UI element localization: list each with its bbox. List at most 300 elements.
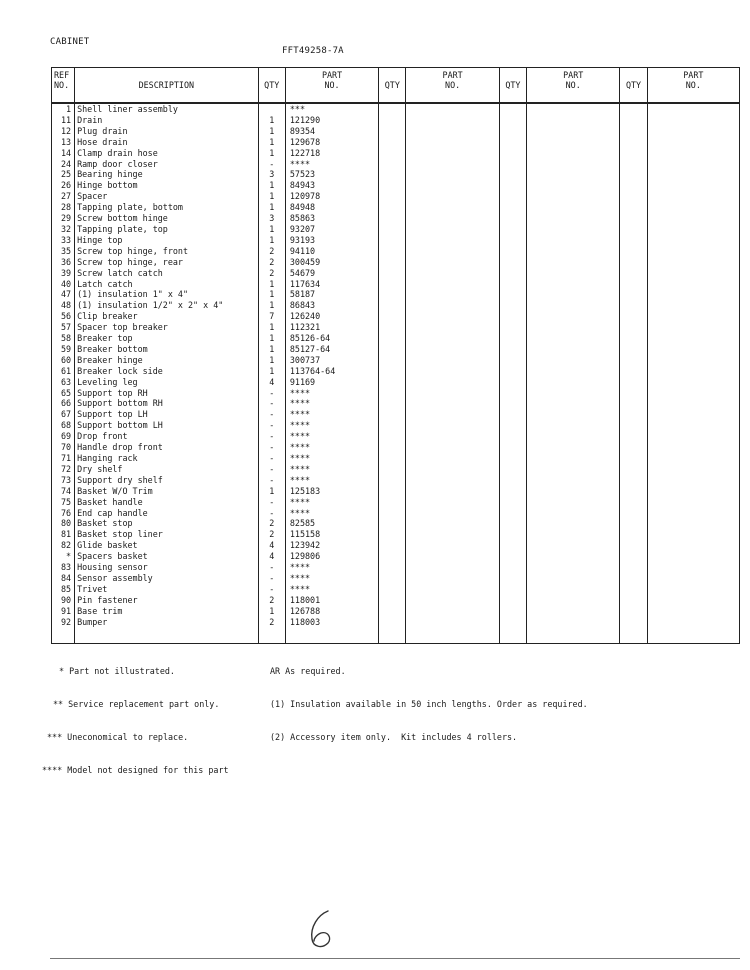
part-no-cell bbox=[527, 268, 620, 279]
qty-cell bbox=[379, 584, 406, 595]
ref-no-cell: 80 bbox=[52, 518, 75, 529]
part-no-cell bbox=[527, 355, 620, 366]
ref-no-cell: 70 bbox=[52, 442, 75, 453]
ref-no-cell: 36 bbox=[52, 257, 75, 268]
description-header: DESCRIPTION bbox=[75, 68, 259, 104]
part-no-cell bbox=[647, 169, 739, 180]
qty-cell bbox=[620, 300, 647, 311]
table-row bbox=[52, 333, 740, 344]
part-no-cell bbox=[647, 551, 739, 562]
description-cell: Hinge top bbox=[75, 235, 259, 246]
description-cell: Breaker bottom bbox=[75, 344, 259, 355]
part-no-cell: 91169 bbox=[285, 377, 378, 388]
qty-cell bbox=[620, 398, 647, 409]
qty-cell bbox=[499, 169, 526, 180]
qty-cell bbox=[379, 180, 406, 191]
part-no-cell bbox=[406, 388, 499, 399]
qty-cell: - bbox=[258, 388, 285, 399]
description-cell: Screw bottom hinge bbox=[75, 213, 259, 224]
part-no-cell bbox=[647, 257, 739, 268]
qty-cell bbox=[379, 573, 406, 584]
ref-no-cell: 61 bbox=[52, 366, 75, 377]
part-no-cell bbox=[527, 137, 620, 148]
part-no-cell bbox=[406, 224, 499, 235]
part-no-cell bbox=[647, 224, 739, 235]
qty-cell bbox=[379, 246, 406, 257]
table-row bbox=[52, 431, 740, 442]
footnote: **** Model not designed for this part bbox=[42, 765, 229, 775]
ref-no-cell: 39 bbox=[52, 268, 75, 279]
qty-cell bbox=[499, 398, 526, 409]
ref-no-cell: 1 bbox=[52, 103, 75, 115]
part-no-cell: 129806 bbox=[285, 551, 378, 562]
empty-cell bbox=[499, 628, 526, 644]
ref-no-cell: 47 bbox=[52, 289, 75, 300]
ref-no-cell: 48 bbox=[52, 300, 75, 311]
qty-cell bbox=[620, 464, 647, 475]
description-cell: Tapping plate, top bbox=[75, 224, 259, 235]
ref-no-cell: 57 bbox=[52, 322, 75, 333]
qty-cell bbox=[379, 508, 406, 519]
part-no-cell: 113764-64 bbox=[285, 366, 378, 377]
ref-no-cell: 12 bbox=[52, 126, 75, 137]
part-no-cell bbox=[527, 562, 620, 573]
ref-no-cell: 25 bbox=[52, 169, 75, 180]
parts-table bbox=[51, 67, 740, 644]
part-no-cell bbox=[527, 257, 620, 268]
table-row bbox=[52, 180, 740, 191]
qty-cell bbox=[620, 584, 647, 595]
part-no-cell bbox=[527, 584, 620, 595]
part-no-cell bbox=[647, 431, 739, 442]
empty-cell bbox=[620, 628, 647, 644]
qty-cell bbox=[379, 409, 406, 420]
description-cell: Tapping plate, bottom bbox=[75, 202, 259, 213]
qty-cell bbox=[620, 486, 647, 497]
part-no-cell bbox=[406, 464, 499, 475]
ref-no-cell: 73 bbox=[52, 475, 75, 486]
qty-cell: 1 bbox=[258, 606, 285, 617]
part-no-cell bbox=[647, 235, 739, 246]
qty-cell: - bbox=[258, 442, 285, 453]
ref-no-cell: 91 bbox=[52, 606, 75, 617]
description-cell: Bearing hinge bbox=[75, 169, 259, 180]
part-no-cell bbox=[406, 322, 499, 333]
qty-cell bbox=[379, 224, 406, 235]
qty-cell: 1 bbox=[258, 126, 285, 137]
part-no-cell: 85126-64 bbox=[285, 333, 378, 344]
table-row bbox=[52, 377, 740, 388]
part-no-cell bbox=[527, 518, 620, 529]
qty-cell bbox=[620, 388, 647, 399]
qty-cell bbox=[620, 322, 647, 333]
ref-no-cell: 92 bbox=[52, 617, 75, 628]
qty-cell bbox=[379, 169, 406, 180]
qty-cell bbox=[379, 311, 406, 322]
part-no-cell: **** bbox=[285, 497, 378, 508]
description-cell: Ramp door closer bbox=[75, 159, 259, 170]
qty-cell bbox=[379, 442, 406, 453]
part-no-cell bbox=[527, 497, 620, 508]
part-no-cell bbox=[527, 115, 620, 126]
part-no-cell bbox=[527, 311, 620, 322]
qty-cell: 1 bbox=[258, 224, 285, 235]
part-no-cell bbox=[527, 606, 620, 617]
qty-cell bbox=[499, 551, 526, 562]
part-no-cell: 300737 bbox=[285, 355, 378, 366]
qty-cell bbox=[499, 103, 526, 115]
table-row bbox=[52, 453, 740, 464]
part-no-cell: 118003 bbox=[285, 617, 378, 628]
part-no-cell bbox=[527, 453, 620, 464]
qty-cell bbox=[499, 518, 526, 529]
part-no-cell bbox=[647, 333, 739, 344]
part-no-cell bbox=[647, 180, 739, 191]
description-cell: Breaker hinge bbox=[75, 355, 259, 366]
qty-cell bbox=[499, 508, 526, 519]
part-no-cell bbox=[406, 409, 499, 420]
qty-cell bbox=[620, 355, 647, 366]
qty-cell bbox=[499, 235, 526, 246]
part-no-cell bbox=[527, 191, 620, 202]
part-no-cell bbox=[647, 497, 739, 508]
part-no-cell bbox=[527, 508, 620, 519]
part-no-cell bbox=[647, 366, 739, 377]
ref-no-cell: 74 bbox=[52, 486, 75, 497]
qty-cell: 2 bbox=[258, 529, 285, 540]
qty-cell bbox=[620, 420, 647, 431]
table-row bbox=[52, 311, 740, 322]
part-no-cell bbox=[647, 540, 739, 551]
qty-cell bbox=[620, 268, 647, 279]
qty-cell bbox=[620, 409, 647, 420]
table-row bbox=[52, 246, 740, 257]
ref-no-cell: * bbox=[52, 551, 75, 562]
part-no-cell: 126240 bbox=[285, 311, 378, 322]
part-no-cell bbox=[406, 344, 499, 355]
qty-cell bbox=[620, 518, 647, 529]
ref-no-cell: 81 bbox=[52, 529, 75, 540]
qty-cell bbox=[620, 103, 647, 115]
part-no-cell bbox=[406, 529, 499, 540]
part-no-cell bbox=[647, 388, 739, 399]
qty-cell bbox=[379, 388, 406, 399]
part-no-cell bbox=[406, 562, 499, 573]
qty-cell: 1 bbox=[258, 289, 285, 300]
part-no-cell bbox=[527, 595, 620, 606]
part-no-cell: 86843 bbox=[285, 300, 378, 311]
table-row bbox=[52, 103, 740, 115]
qty-cell bbox=[620, 159, 647, 170]
ref-no-cell: 29 bbox=[52, 213, 75, 224]
ref-no-cell: 33 bbox=[52, 235, 75, 246]
description-cell: Support bottom LH bbox=[75, 420, 259, 431]
part-no-cell bbox=[647, 289, 739, 300]
table-row bbox=[52, 464, 740, 475]
description-cell: Drain bbox=[75, 115, 259, 126]
part-no-cell bbox=[527, 180, 620, 191]
ref-no-cell: 32 bbox=[52, 224, 75, 235]
part-no-cell bbox=[406, 366, 499, 377]
qty-cell bbox=[620, 595, 647, 606]
part-no-cell bbox=[647, 344, 739, 355]
part-no-cell: **** bbox=[285, 584, 378, 595]
part-no-cell: **** bbox=[285, 508, 378, 519]
description-cell: Handle drop front bbox=[75, 442, 259, 453]
qty-cell bbox=[499, 115, 526, 126]
qty-cell bbox=[379, 148, 406, 159]
ref-no-cell: 24 bbox=[52, 159, 75, 170]
description-cell: Housing sensor bbox=[75, 562, 259, 573]
qty-cell bbox=[620, 148, 647, 159]
part-no-cell bbox=[647, 268, 739, 279]
part-no-cell: 122718 bbox=[285, 148, 378, 159]
qty-cell bbox=[620, 311, 647, 322]
qty-cell bbox=[620, 213, 647, 224]
part-no-cell bbox=[406, 475, 499, 486]
qty-cell bbox=[499, 224, 526, 235]
qty-cell bbox=[499, 497, 526, 508]
table-row bbox=[52, 606, 740, 617]
part-no-cell bbox=[527, 103, 620, 115]
qty-cell bbox=[379, 377, 406, 388]
part-no-cell: **** bbox=[285, 159, 378, 170]
ref-no-cell: 27 bbox=[52, 191, 75, 202]
table-row bbox=[52, 137, 740, 148]
qty-cell bbox=[499, 409, 526, 420]
part-no-cell bbox=[527, 322, 620, 333]
qty-cell bbox=[379, 606, 406, 617]
table-row bbox=[52, 115, 740, 126]
part-no-cell bbox=[406, 584, 499, 595]
description-cell: Hanging rack bbox=[75, 453, 259, 464]
description-cell: Support top LH bbox=[75, 409, 259, 420]
bottom-rule bbox=[50, 958, 740, 959]
qty-cell bbox=[620, 180, 647, 191]
qty-cell: 1 bbox=[258, 300, 285, 311]
qty-cell bbox=[499, 126, 526, 137]
part-no-cell bbox=[406, 279, 499, 290]
part-no-cell bbox=[406, 148, 499, 159]
qty-cell: 1 bbox=[258, 366, 285, 377]
description-cell: Trivet bbox=[75, 584, 259, 595]
description-cell: Basket handle bbox=[75, 497, 259, 508]
qty-cell bbox=[499, 137, 526, 148]
qty-cell bbox=[499, 311, 526, 322]
qty-cell bbox=[499, 595, 526, 606]
part-no-cell: **** bbox=[285, 442, 378, 453]
part-no-cell: 121290 bbox=[285, 115, 378, 126]
part-no-cell: 58187 bbox=[285, 289, 378, 300]
footnote: * Part not illustrated. bbox=[59, 666, 175, 676]
part-no-cell bbox=[647, 191, 739, 202]
part-no-cell bbox=[527, 333, 620, 344]
part-no-cell bbox=[647, 322, 739, 333]
part-no-cell: 120978 bbox=[285, 191, 378, 202]
table-row bbox=[52, 442, 740, 453]
qty-cell bbox=[620, 137, 647, 148]
description-cell: Pin fastener bbox=[75, 595, 259, 606]
footnote: (1) Insulation available in 50 inch lengths. Order as required. bbox=[270, 699, 588, 709]
part-no-cell: 115158 bbox=[285, 529, 378, 540]
part-no-cell: 84943 bbox=[285, 180, 378, 191]
qty-cell bbox=[379, 551, 406, 562]
table-row bbox=[52, 420, 740, 431]
ref-no-cell: 72 bbox=[52, 464, 75, 475]
description-cell: Shell liner assembly bbox=[75, 103, 259, 115]
part-no-cell bbox=[527, 377, 620, 388]
qty-cell: 4 bbox=[258, 377, 285, 388]
part-no-cell bbox=[406, 540, 499, 551]
qty-cell: - bbox=[258, 431, 285, 442]
table-row bbox=[52, 289, 740, 300]
qty-cell: 2 bbox=[258, 518, 285, 529]
qty-cell: - bbox=[258, 573, 285, 584]
ref-no-header: REF NO. bbox=[52, 68, 75, 104]
part-no-cell bbox=[647, 398, 739, 409]
part-no-cell: 94110 bbox=[285, 246, 378, 257]
part-no-cell: **** bbox=[285, 388, 378, 399]
part-no-cell bbox=[647, 115, 739, 126]
table-row bbox=[52, 344, 740, 355]
qty-cell bbox=[620, 377, 647, 388]
qty-cell bbox=[499, 257, 526, 268]
qty-cell bbox=[379, 103, 406, 115]
table-row bbox=[52, 159, 740, 170]
part-no-cell bbox=[527, 279, 620, 290]
qty-cell bbox=[499, 333, 526, 344]
part-no-cell bbox=[527, 617, 620, 628]
table-row bbox=[52, 486, 740, 497]
part-no-cell bbox=[647, 486, 739, 497]
qty-cell bbox=[379, 268, 406, 279]
qty-cell bbox=[499, 366, 526, 377]
description-cell: (1) insulation 1/2" x 2" x 4" bbox=[75, 300, 259, 311]
qty-cell bbox=[379, 257, 406, 268]
table-row bbox=[52, 540, 740, 551]
part-no-cell bbox=[527, 388, 620, 399]
qty-cell bbox=[620, 224, 647, 235]
qty-cell bbox=[379, 333, 406, 344]
qty-cell bbox=[620, 497, 647, 508]
qty-cell bbox=[620, 344, 647, 355]
qty-cell bbox=[379, 464, 406, 475]
qty-cell bbox=[499, 202, 526, 213]
part-no-cell bbox=[647, 442, 739, 453]
table-header-row bbox=[52, 68, 740, 104]
footnote: AR As required. bbox=[270, 666, 346, 676]
qty-cell bbox=[379, 137, 406, 148]
empty-cell bbox=[379, 628, 406, 644]
part-no-cell bbox=[647, 246, 739, 257]
description-cell: Hose drain bbox=[75, 137, 259, 148]
model-number: FFT49258-7A bbox=[282, 46, 344, 56]
table-row bbox=[52, 529, 740, 540]
part-no-cell: **** bbox=[285, 453, 378, 464]
part-no-cell: **** bbox=[285, 475, 378, 486]
ref-no-cell: 28 bbox=[52, 202, 75, 213]
qty-cell bbox=[620, 279, 647, 290]
qty-cell: 1 bbox=[258, 322, 285, 333]
part-no-cell: 85863 bbox=[285, 213, 378, 224]
qty-cell: - bbox=[258, 453, 285, 464]
table-row bbox=[52, 562, 740, 573]
table-row bbox=[52, 595, 740, 606]
footnote: *** Uneconomical to replace. bbox=[47, 732, 189, 742]
qty-cell: 1 bbox=[258, 202, 285, 213]
empty-cell bbox=[406, 628, 499, 644]
ref-no-cell: 67 bbox=[52, 409, 75, 420]
ref-no-cell: 84 bbox=[52, 573, 75, 584]
qty-cell bbox=[499, 355, 526, 366]
qty-cell bbox=[379, 617, 406, 628]
qty-header: QTY bbox=[258, 68, 285, 104]
table-row bbox=[52, 224, 740, 235]
qty-cell: 4 bbox=[258, 551, 285, 562]
qty-cell bbox=[499, 562, 526, 573]
qty-cell: 1 bbox=[258, 148, 285, 159]
table-row bbox=[52, 366, 740, 377]
part-no-cell bbox=[647, 103, 739, 115]
qty-header: QTY bbox=[620, 68, 647, 104]
part-no-cell bbox=[647, 562, 739, 573]
ref-no-cell: 60 bbox=[52, 355, 75, 366]
qty-cell bbox=[379, 115, 406, 126]
part-no-cell: 112321 bbox=[285, 322, 378, 333]
description-cell: Spacer top breaker bbox=[75, 322, 259, 333]
qty-cell bbox=[499, 180, 526, 191]
part-no-cell bbox=[527, 126, 620, 137]
qty-cell bbox=[499, 584, 526, 595]
qty-cell bbox=[379, 453, 406, 464]
part-no-cell bbox=[406, 518, 499, 529]
qty-cell bbox=[379, 159, 406, 170]
part-no-cell bbox=[406, 377, 499, 388]
empty-cell bbox=[52, 628, 75, 644]
part-no-cell bbox=[527, 202, 620, 213]
part-no-cell bbox=[647, 355, 739, 366]
part-no-cell bbox=[406, 617, 499, 628]
qty-cell bbox=[620, 235, 647, 246]
part-no-cell bbox=[406, 235, 499, 246]
qty-cell: 1 bbox=[258, 344, 285, 355]
empty-cell bbox=[285, 628, 378, 644]
part-no-cell bbox=[647, 617, 739, 628]
qty-cell: 1 bbox=[258, 115, 285, 126]
qty-cell: - bbox=[258, 159, 285, 170]
ref-no-cell: 35 bbox=[52, 246, 75, 257]
description-cell: Drop front bbox=[75, 431, 259, 442]
qty-cell bbox=[499, 268, 526, 279]
part-no-cell bbox=[527, 169, 620, 180]
part-no-header: PART NO. bbox=[285, 68, 378, 104]
part-no-cell bbox=[527, 540, 620, 551]
part-no-cell bbox=[647, 606, 739, 617]
part-no-cell: 54679 bbox=[285, 268, 378, 279]
part-no-cell bbox=[527, 159, 620, 170]
part-no-cell bbox=[647, 137, 739, 148]
part-no-cell bbox=[647, 508, 739, 519]
table-row bbox=[52, 508, 740, 519]
qty-cell bbox=[499, 442, 526, 453]
table-row bbox=[52, 475, 740, 486]
part-no-cell bbox=[647, 584, 739, 595]
qty-cell bbox=[379, 126, 406, 137]
part-no-cell bbox=[406, 180, 499, 191]
qty-cell bbox=[379, 289, 406, 300]
part-no-cell bbox=[647, 202, 739, 213]
qty-cell: - bbox=[258, 398, 285, 409]
